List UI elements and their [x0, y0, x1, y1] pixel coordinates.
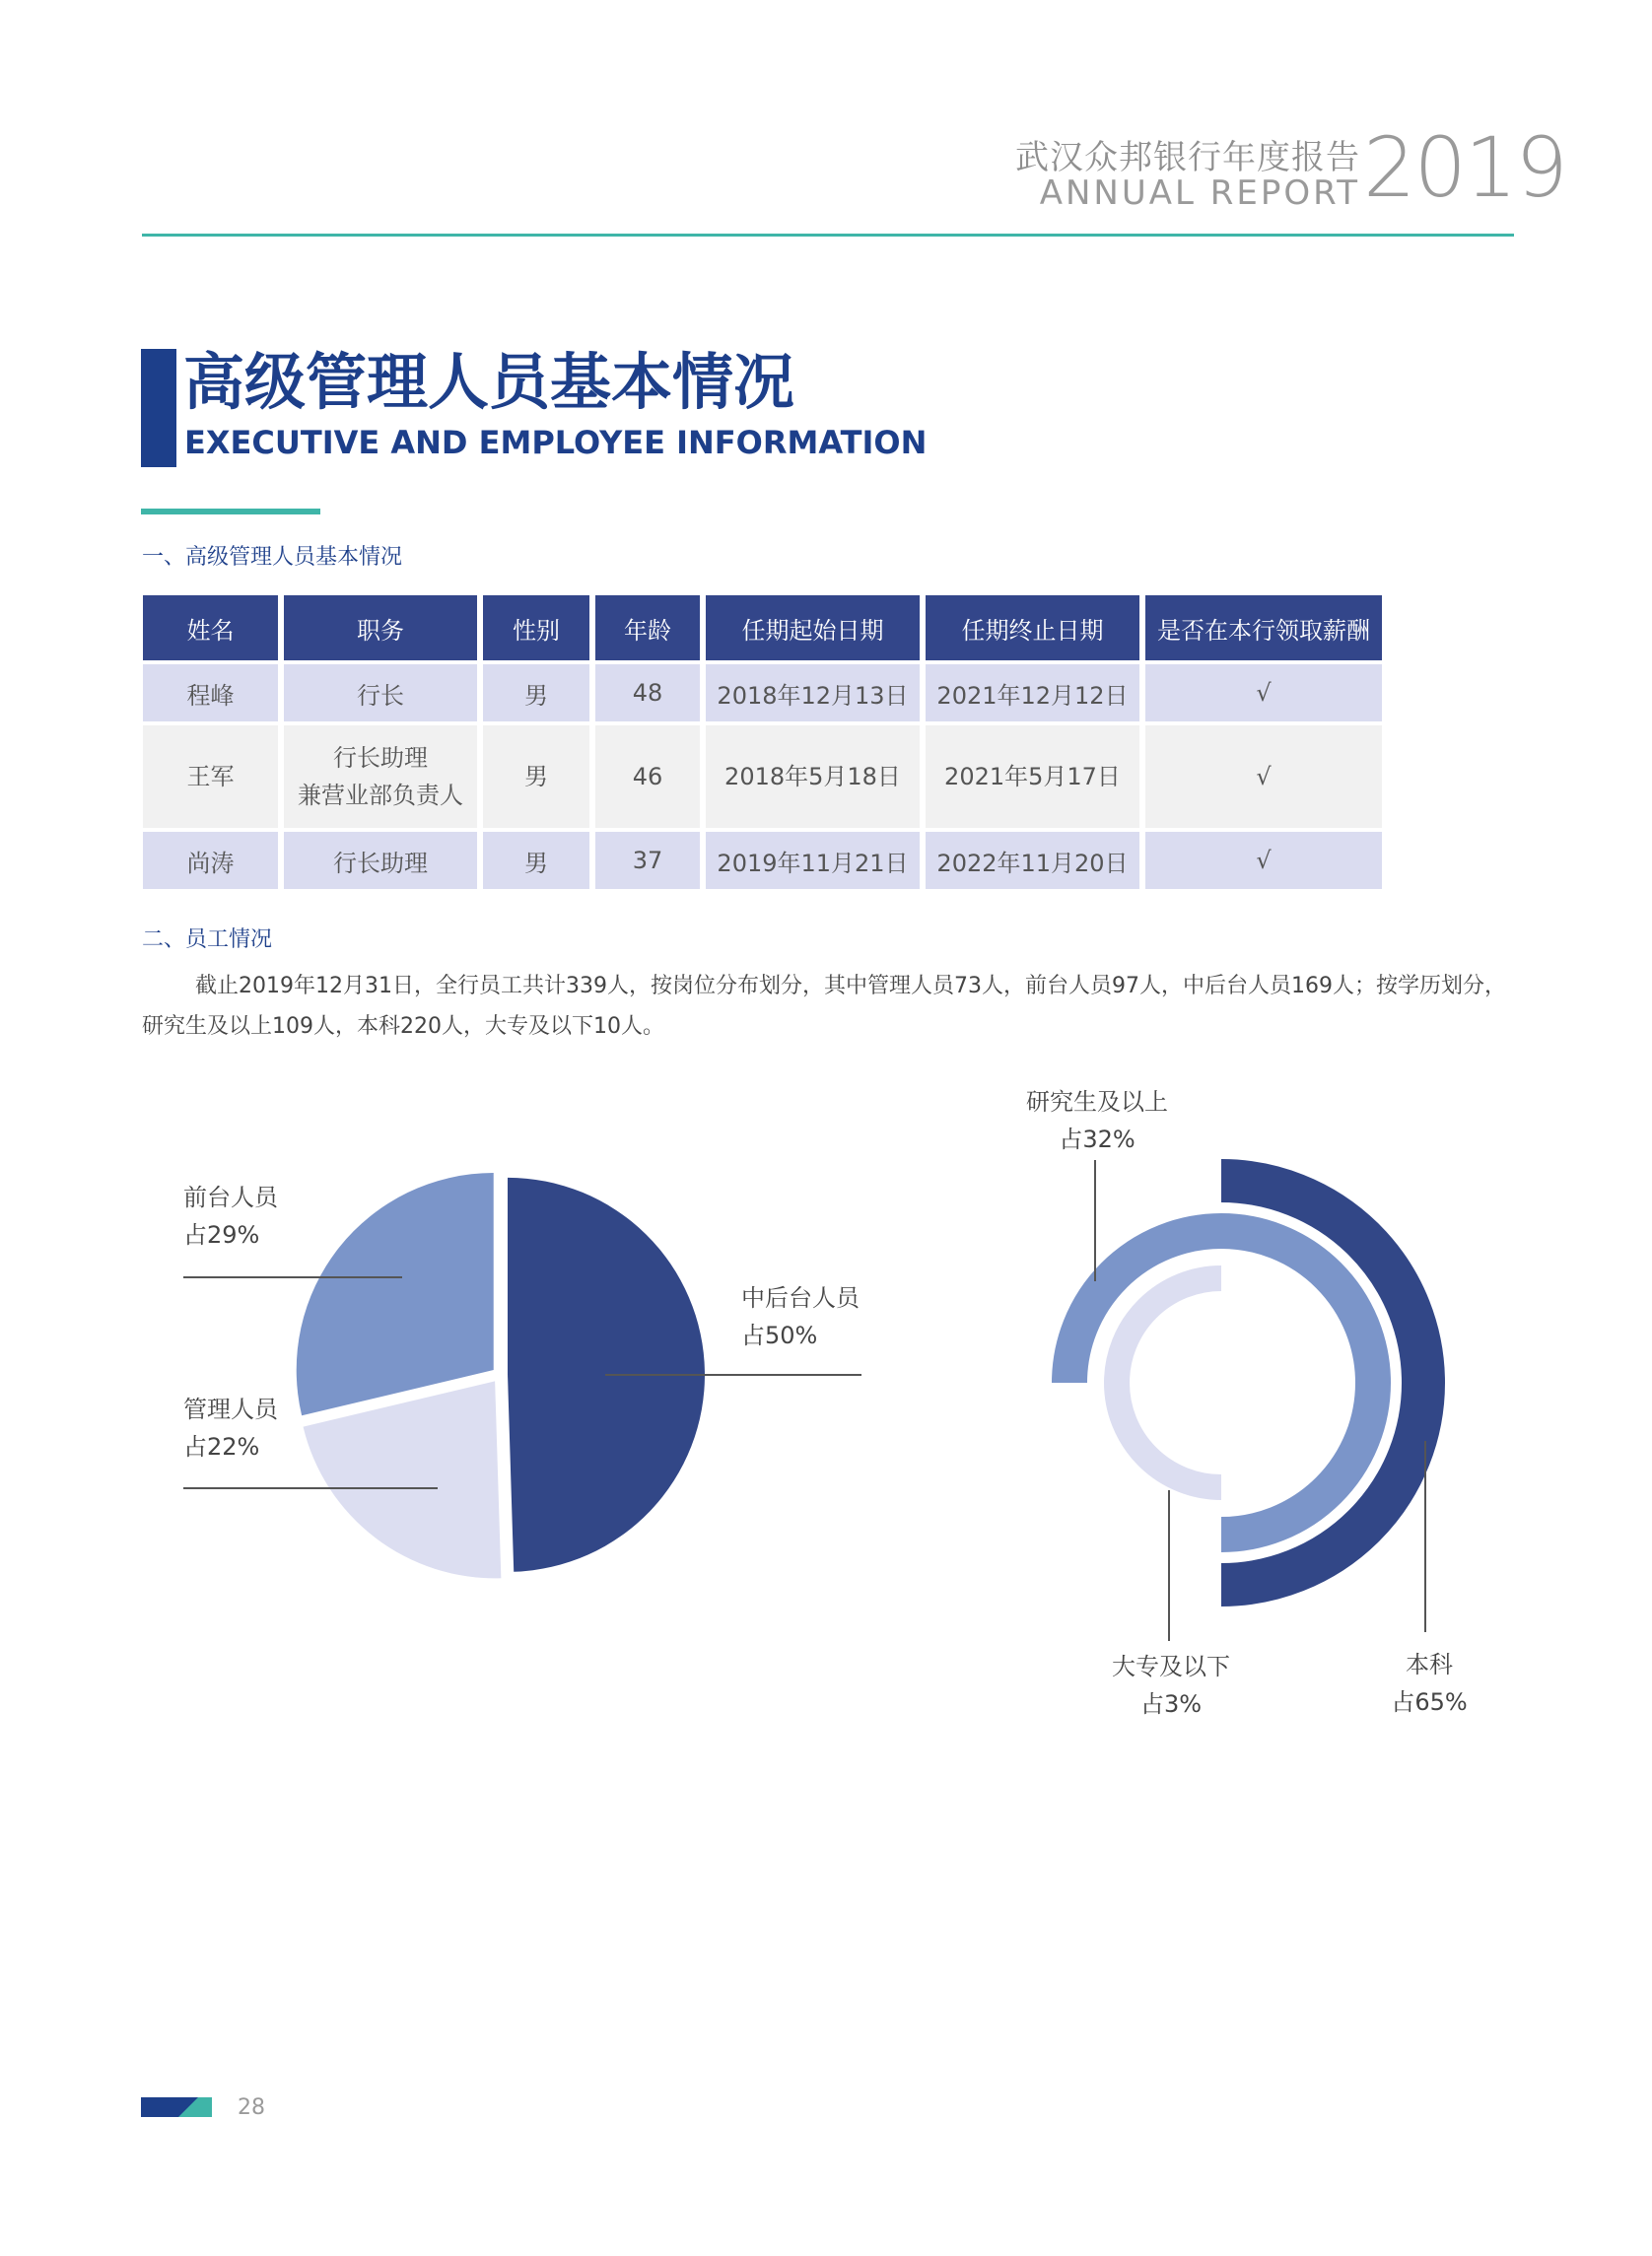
footer-logo-mark [141, 2097, 212, 2117]
pie-label-management-name: 管理人员 [183, 1396, 278, 1423]
section-heading-employees: 二、员工情况 [142, 927, 273, 952]
cell-end-date: 2022年11月20日 [926, 832, 1139, 889]
radial-bar-chart [1069, 1181, 1423, 1585]
cell-name: 尚涛 [143, 832, 278, 889]
col-header-name: 姓名 [143, 595, 278, 660]
cell-name: 王军 [143, 725, 278, 828]
cell-position-line1: 行长助理 [333, 743, 428, 772]
cell-paid: √ [1145, 664, 1382, 721]
radial-label-postgrad [1023, 1083, 1171, 1158]
radial-label-college-name: 大专及以下 [1112, 1653, 1230, 1680]
cell-position: 行长 [284, 664, 477, 721]
radial-arc [1117, 1278, 1221, 1487]
radial-label-bachelor-pct: 占65% [1391, 1688, 1468, 1716]
cell-paid: √ [1145, 832, 1382, 889]
cell-start-date: 2018年12月13日 [706, 664, 920, 721]
page-title: 高级管理人员基本情况 [183, 346, 795, 418]
col-header-start-date: 任期起始日期 [706, 595, 920, 660]
cell-start-date: 2019年11月21日 [706, 832, 920, 889]
cell-age: 37 [595, 832, 700, 889]
cell-age: 48 [595, 664, 700, 721]
pie-label-middle-back [741, 1279, 860, 1354]
cell-name: 程峰 [143, 664, 278, 721]
pie-label-frontline-pct: 占29% [183, 1221, 260, 1249]
pie-label-middle-back-pct: 占50% [741, 1322, 818, 1349]
cell-end-date: 2021年5月17日 [926, 725, 1139, 828]
pie-label-frontline [183, 1179, 278, 1254]
page-number: 28 [238, 2095, 265, 2120]
pie-slice [297, 1173, 494, 1415]
pie-label-frontline-name: 前台人员 [183, 1184, 278, 1211]
cell-age: 46 [595, 725, 700, 828]
radial-label-college [1092, 1648, 1250, 1723]
pie-label-middle-back-name: 中后台人员 [741, 1284, 860, 1312]
col-header-end-date: 任期终止日期 [926, 595, 1139, 660]
section-heading-executives: 一、高级管理人员基本情况 [142, 545, 403, 570]
cell-position: 行长助理 [284, 832, 477, 889]
radial-label-postgrad-pct: 占32% [1059, 1126, 1136, 1153]
report-title-en: ANNUAL REPORT [1039, 173, 1360, 213]
pie-label-management [183, 1391, 278, 1466]
radial-label-college-pct: 占3% [1139, 1690, 1203, 1718]
col-header-gender: 性别 [483, 595, 589, 660]
radial-label-bachelor [1380, 1646, 1479, 1721]
cell-paid: √ [1145, 725, 1382, 828]
report-title-cn: 武汉众邦银行年度报告 [1015, 138, 1360, 177]
col-header-age: 年龄 [595, 595, 700, 660]
employee-summary-paragraph: 截止2019年12月31日，全行员工共计339人，按岗位分布划分，其中管理人员73人，前台人员97人，中后台人员169人；按学历划分，研究生及以上109人，本科220人，大专及以下10人。 [142, 974, 1506, 1039]
report-year: 2019 [1363, 119, 1566, 216]
cell-start-date: 2018年5月18日 [706, 725, 920, 828]
page-subtitle: EXECUTIVE AND EMPLOYEE INFORMATION [184, 424, 928, 461]
pie-slice [304, 1381, 502, 1578]
col-header-position: 职务 [284, 595, 477, 660]
radial-label-bachelor-name: 本科 [1406, 1651, 1453, 1678]
cell-end-date: 2021年12月12日 [926, 664, 1139, 721]
cell-position-line2: 兼营业部负责人 [298, 782, 463, 809]
cell-gender: 男 [483, 832, 589, 889]
cell-gender: 男 [483, 664, 589, 721]
col-header-paid: 是否在本行领取薪酬 [1145, 595, 1382, 660]
pie-label-management-pct: 占22% [183, 1433, 260, 1461]
cell-gender: 男 [483, 725, 589, 828]
radial-label-postgrad-name: 研究生及以上 [1026, 1088, 1168, 1116]
